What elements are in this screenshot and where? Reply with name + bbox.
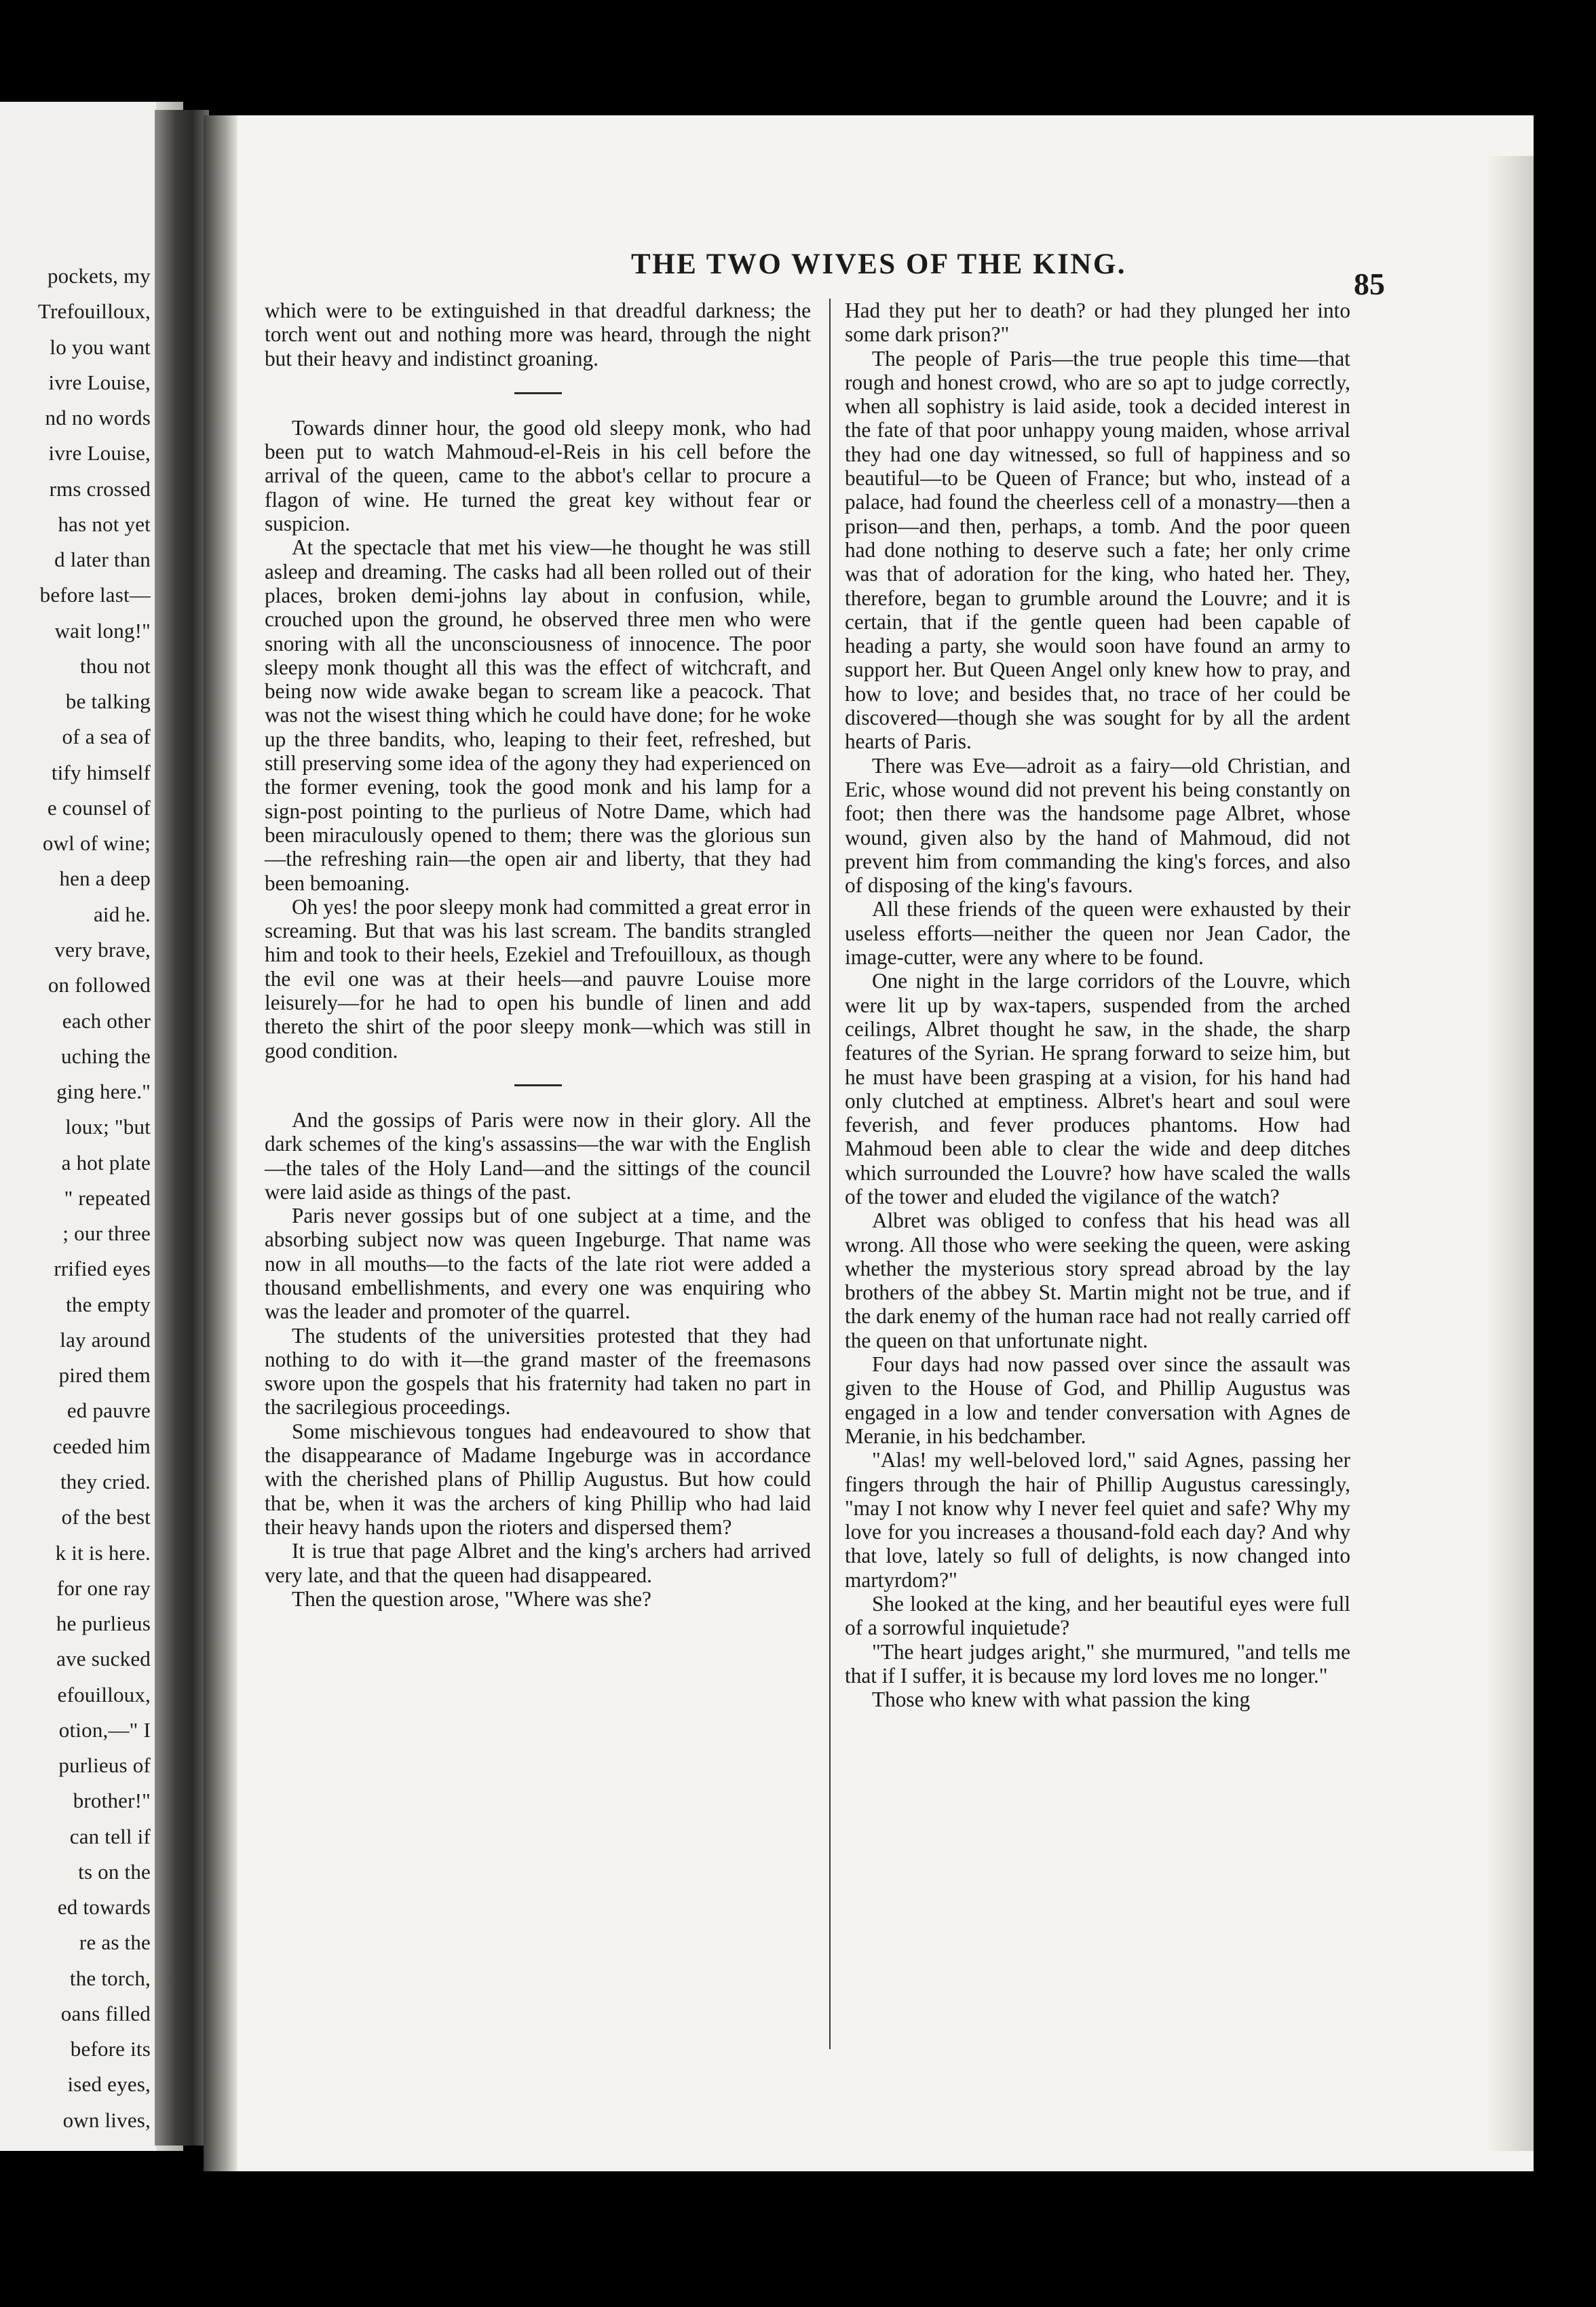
previous-page-line: he purlieus [56, 1612, 151, 1636]
previous-page-line: aid he. [93, 902, 151, 926]
previous-page-line: k it is here. [55, 1540, 151, 1565]
previous-page-line: nd no words [45, 406, 151, 430]
previous-page-line: purlieus of [58, 1753, 151, 1778]
previous-page-line: be talking [65, 689, 151, 714]
body-paragraph: One night in the large corridors of the Louvre, which were lit up by wax-tapers, suspended from the arched ceilings, Albret thought he saw, in the shade, the sharp features of the Syrian. He sprang forward to seize him, but he must have been grasping at a vision, for his hand had only clutched at emptiness. Albret's heart and soul were feverish, and fever produces phantoms. How had Mahmoud been able to clear the wide and deep ditches which surrounded the Louvre? how have scaled the walls of the tower and eluded the vigilance of the watch? [845, 969, 1350, 1208]
body-paragraph: The people of Paris—the true people this time—that rough and honest crowd, who are so apt to judge correctly, when all sophistry is laid aside, took a decided interest in the fate of that poor unhappy young maiden, whose arrival they had one day witnessed, so full of happiness and so beautiful—to be Queen of France; but who, instead of a palace, had found the cheerless cell of a monastry—then a prison—and then, perhaps, a tomb. And the poor queen had done nothing to deserve such a fate; her only crime was that of adoration for the king, who hated her. They, therefore, began to grumble around the Louvre; and it is certain, that if the gentle queen had been capable of heading a party, she would soon have found an army to support her. But Queen Angel only knew how to pray, and how to love; and besides that, no trace of her could be discovered—though she was sought for by all the ardent hearts of Paris. [845, 346, 1350, 754]
body-paragraph: At the spectacle that met his view—he thought he was still asleep and dreaming. The casks had all been rolled out of their places, broken demi-johns lay about in confusion, while, crouched upon the ground, he observed three men who were snoring with all the unconsciousness of innocence. The poor sleepy monk thought all this was the effect of witchcraft, and being now wide awake began to scream like a peacock. That was not the wisest thing which he could have done; for he woke up the three bandits, who, leaping to their feet, refreshed, but still preserving some idea of the agony they had experienced on the former evening, took the good monk and his lamp for a sign-post pointing to the purlieus of Notre Dame, which had been miraculously opened to them; there was the glorious sun—the refreshing rain—the open air and liberty, that they had been bemoaning. [265, 535, 811, 895]
body-paragraph: All these friends of the queen were exhausted by their useless efforts—neither the queen nor Jean Cador, the image-cutter, were any where to be found. [845, 897, 1350, 970]
previous-page-line: lay around [60, 1327, 151, 1352]
previous-page-line: ed towards [57, 1895, 151, 1920]
previous-page-line: ivre Louise, [48, 370, 151, 394]
body-paragraph: And the gossips of Paris were now in their glory. All the dark schemes of the king's assassins—the war with the English—the tales of the Holy Land—and the sittings of the council were laid aside as things of the past. [265, 1107, 811, 1204]
body-paragraph: Four days had now passed over since the assault was given to the House of God, and Phillip Augustus was engaged in a low and tender conversation with Agnes de Meranie, in his bedchamber. [845, 1352, 1350, 1448]
page-gutter-shadow [204, 115, 238, 2171]
previous-page-line: ts on the [78, 1859, 151, 1884]
previous-page-line: ging here." [56, 1080, 151, 1104]
previous-page-line: otion,—" I [58, 1717, 151, 1742]
previous-page-line: hen a deep [59, 866, 151, 891]
body-paragraph: Albret was obliged to confess that his head was all wrong. All those who were seeking the queen, were asking whether the mysterious story spread abroad by the lay brothers of the abbey St. Martin might not be true, and if the dark enemy of the human race had not really carried off the queen on that unfortunate night. [845, 1208, 1350, 1352]
body-paragraph: Had they put her to death? or had they plunged her into some dark prison?" [845, 299, 1350, 347]
previous-page-line: tify himself [51, 760, 151, 784]
book-binding [155, 110, 209, 2146]
previous-page-line: " repeated [64, 1185, 151, 1210]
previous-page-line: they cried. [60, 1469, 151, 1493]
section-separator [514, 1084, 562, 1086]
body-paragraph: There was Eve—adroit as a fairy—old Christian, and Eric, whose wound did not prevent his being constantly on foot; then there was the handsome page Albret, whose wound, given also by the hand of Mahmoud, did not prevent him from commanding the king's forces, and also of disposing of the king's favours. [845, 753, 1350, 898]
previous-page-line: before its [70, 2037, 151, 2061]
previous-page-line: each other [62, 1008, 151, 1033]
running-title: THE TWO WIVES OF THE KING. [630, 248, 1127, 280]
page-number: 85 [1354, 267, 1385, 301]
previous-page-line: ave sucked [56, 1647, 151, 1671]
previous-page-line: rrified eyes [54, 1257, 151, 1281]
previous-page-line: owl of wine; [42, 831, 151, 856]
body-paragraph: "The heart judges aright," she murmured, "and tells me that if I suffer, it is because my lord loves me no longer." [845, 1639, 1350, 1688]
previous-page-line: pired them [58, 1363, 151, 1388]
previous-page-line: efouilloux, [57, 1682, 151, 1707]
page-right-edge [1486, 156, 1534, 2151]
previous-page-line: oans filled [60, 2001, 151, 2025]
previous-page-line: ceeded him [52, 1434, 151, 1458]
previous-page-line: before last— [39, 583, 151, 607]
previous-page-line: ed pauvre [66, 1398, 151, 1423]
previous-page-line: of the best [61, 1505, 151, 1529]
previous-page-line: the empty [66, 1292, 151, 1316]
previous-page-line: re as the [79, 1930, 151, 1955]
previous-page-line: the torch, [69, 1966, 151, 1990]
body-paragraph: She looked at the king, and her beautiful eyes were full of a sorrowful inquietude? [845, 1592, 1350, 1640]
body-paragraph: Those who knew with what passion the king [872, 1688, 1251, 1712]
previous-page-line: rms crossed [49, 476, 151, 501]
previous-page-line: brother!" [73, 1789, 151, 1813]
left-text-column [265, 299, 811, 1611]
section-separator [514, 392, 562, 394]
body-paragraph: Then the question arose, "Where was she? [292, 1586, 651, 1611]
previous-page-line: d later than [54, 548, 151, 572]
previous-page-line: for one ray [56, 1576, 151, 1600]
previous-page-line: thou not [79, 653, 151, 678]
previous-page-line: e counsel of [47, 795, 151, 820]
previous-page-line: own lives, [62, 2108, 151, 2132]
previous-page-line: lo you want [50, 335, 151, 359]
previous-page-line: has not yet [58, 512, 151, 536]
previous-page-line: uching the [61, 1044, 151, 1068]
body-paragraph: It is true that page Albret and the king's archers had arrived very late, and that the queen had disappeared. [265, 1539, 811, 1587]
previous-page-line: very brave, [54, 938, 151, 962]
body-paragraph: Paris never gossips but of one subject at a time, and the absorbing subject now was queen Ingeburge. That name was now in all mouths—to the facts of the late riot were added a thousand embellishments, and every one was enquiring who was the leader and promoter of the quarrel. [265, 1204, 811, 1324]
previous-page-line: loux; "but [65, 1115, 151, 1139]
previous-page-line: of a sea of [62, 725, 151, 749]
previous-page-line: pockets, my [47, 264, 151, 288]
previous-page-line: ised eyes, [67, 2072, 151, 2097]
previous-page-line: can tell if [69, 1824, 151, 1848]
previous-page-line: a hot plate [61, 1150, 151, 1175]
body-paragraph: Towards dinner hour, the good old sleepy monk, who had been put to watch Mahmoud-el-Reis in his cell before the arrival of the queen, came to the abbot's cellar to procure a flagon of wine. He turned the great key without fear or suspicion. [265, 415, 811, 536]
body-paragraph: Some mischievous tongues had endeavoured to show that the disappearance of Madame Ingeburge was in accordance with the cherished plans of Phillip Augustus. But how could that be, when it was the archers of king Phillip who had laid their heavy hands upon the rioters and dispersed them? [265, 1419, 811, 1539]
previous-page-line: wait long!" [54, 618, 151, 643]
body-paragraph: The students of the universities protested that they had nothing to do with it—the grand master of the freemasons swore upon the gospels that his fraternity had taken no part in the sacrilegious proceedings. [265, 1323, 811, 1419]
previous-page-line: ivre Louise, [48, 441, 151, 465]
body-paragraph: Oh yes! the poor sleepy monk had committed a great error in screaming. But that was his last scream. The bandits strangled him and took to their heels, Ezekiel and Trefouilloux, as though the evil one was at their heels—and pauvre Louise more leisurely—for he had to open his bundle of linen and add thereto the shirt of the poor sleepy monk—which was still in good condition. [265, 894, 811, 1063]
right-text-column [845, 299, 1350, 1712]
body-paragraph: which were to be extinguished in that dreadful darkness; the torch went out and nothing more was heard, through the night but their heavy and indistinct groaning. [265, 299, 811, 370]
body-paragraph: "Alas! my well-beloved lord," said Agnes, passing her fingers through the hair of Phillip Augustus caressingly, "may I not know why I never feel quiet and safe? Why my love for you increases a thousand-fold each day? And why that love, lately so full of delights, is now changed into martyrdom?" [845, 1448, 1350, 1592]
previous-page-line: on followed [48, 973, 151, 997]
column-divider [829, 299, 831, 2049]
previous-page-line: Trefouilloux, [38, 299, 151, 324]
previous-page-line: ; our three [62, 1221, 151, 1246]
